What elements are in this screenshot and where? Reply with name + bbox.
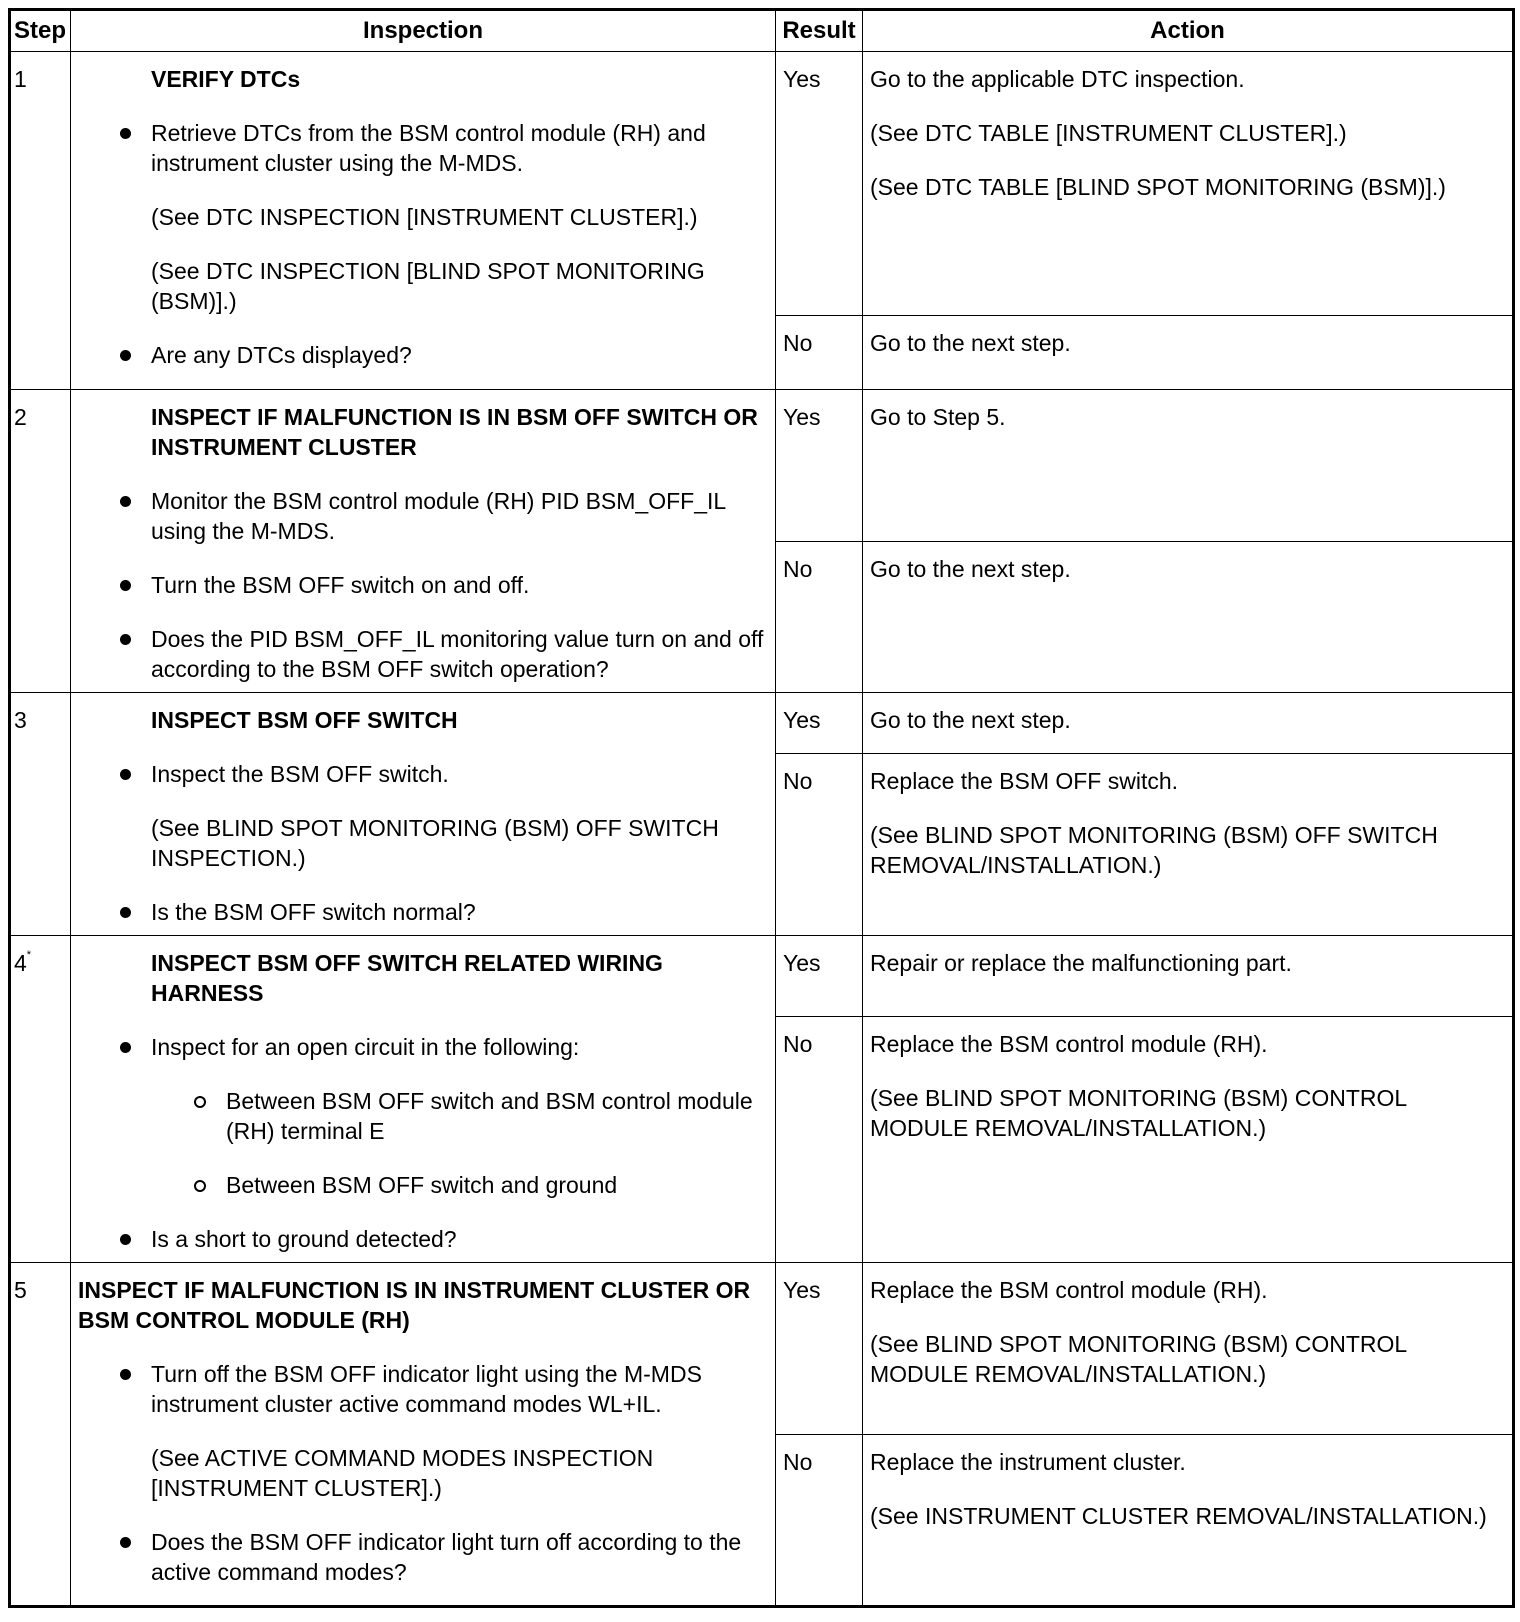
action-cell xyxy=(863,390,1514,542)
action-text: Go to the next step. xyxy=(870,555,1071,582)
step-heading: INSPECT BSM OFF SWITCH RELATED WIRING HARNESS xyxy=(151,950,663,1006)
step-number-cell xyxy=(10,390,71,693)
action-cell xyxy=(863,541,1514,693)
bullet-item: Turn the BSM OFF switch on and off. xyxy=(151,570,768,600)
bullet-item: Does the PID BSM_OFF_IL monitoring value turn on and off according to the BSM OFF switch operation? xyxy=(151,624,768,684)
table-body xyxy=(10,52,1514,1607)
step-number-cell xyxy=(10,1263,71,1607)
step-number: 3 xyxy=(14,707,27,733)
action-text: (See BLIND SPOT MONITORING (BSM) CONTROL MODULE REMOVAL/INSTALLATION.) xyxy=(870,1331,1407,1387)
step-heading: INSPECT IF MALFUNCTION IS IN INSTRUMENT CLUSTER OR BSM CONTROL MODULE (RH) xyxy=(78,1277,751,1333)
result-cell: Yes xyxy=(776,390,863,542)
inspection-cell xyxy=(71,52,776,390)
result-cell: Yes xyxy=(776,693,863,754)
reference-text: (See ACTIVE COMMAND MODES INSPECTION [INSTRUMENT CLUSTER].) xyxy=(151,1445,654,1501)
action-text: Replace the BSM control module (RH). xyxy=(870,1277,1268,1303)
inspection-column-header: Inspection xyxy=(71,10,776,52)
inspection-procedure-table xyxy=(8,8,1515,1608)
result-cell: Yes xyxy=(776,1263,863,1435)
bullet-item: Inspect for an open circuit in the following: xyxy=(151,1032,768,1062)
step-heading: VERIFY DTCs xyxy=(151,66,301,92)
action-text: (See INSTRUMENT CLUSTER REMOVAL/INSTALLATION.) xyxy=(870,1503,1487,1529)
action-cell xyxy=(863,1017,1514,1263)
action-text: (See BLIND SPOT MONITORING (BSM) CONTROL MODULE REMOVAL/INSTALLATION.) xyxy=(870,1085,1407,1142)
action-cell xyxy=(863,1435,1514,1607)
inspection-cell xyxy=(71,936,776,1263)
reference-text: (See BLIND SPOT MONITORING (BSM) OFF SWITCH INSPECTION.) xyxy=(151,815,719,871)
result-cell: Yes xyxy=(776,52,863,316)
result-cell: No xyxy=(776,1435,863,1607)
step-number-cell xyxy=(10,693,71,936)
step-heading: INSPECT IF MALFUNCTION IS IN BSM OFF SWITCH OR INSTRUMENT CLUSTER xyxy=(151,404,758,460)
bullet-item: Retrieve DTCs from the BSM control module (RH) and instrument cluster using the M-MDS. xyxy=(151,118,768,178)
action-text: Go to Step 5. xyxy=(870,404,1006,430)
table-row xyxy=(10,1263,1514,1435)
result-cell: No xyxy=(776,1017,863,1263)
action-text: Replace the BSM control module (RH). xyxy=(870,1031,1268,1058)
step-number: 5 xyxy=(14,1277,27,1303)
result-cell: Yes xyxy=(776,936,863,1017)
action-cell xyxy=(863,693,1514,754)
action-cell xyxy=(863,753,1514,935)
step-heading: INSPECT BSM OFF SWITCH xyxy=(151,707,458,733)
action-text: Go to the next step. xyxy=(870,330,1071,356)
action-text: Replace the instrument cluster. xyxy=(870,1449,1186,1475)
bullet-item: Turn off the BSM OFF indicator light using the M-MDS instrument cluster active command modes WL+IL. xyxy=(151,1359,768,1419)
bullet-item: Inspect the BSM OFF switch. xyxy=(151,759,768,789)
action-text: Go to the applicable DTC inspection. xyxy=(870,66,1245,92)
inspection-cell xyxy=(71,390,776,693)
action-column-header: Action xyxy=(863,10,1514,52)
inspection-cell xyxy=(71,1263,776,1607)
bullet-item: Monitor the BSM control module (RH) PID BSM_OFF_IL using the M-MDS. xyxy=(151,486,768,546)
action-text: (See BLIND SPOT MONITORING (BSM) OFF SWITCH REMOVAL/INSTALLATION.) xyxy=(870,821,1438,878)
bullet-item: Is a short to ground detected? xyxy=(151,1224,768,1254)
bullet-item: Is the BSM OFF switch normal? xyxy=(151,897,768,927)
table-row xyxy=(10,390,1514,542)
step-number-cell xyxy=(10,52,71,390)
table-row xyxy=(10,52,1514,316)
table-row xyxy=(10,693,1514,754)
action-text: Go to the next step. xyxy=(870,707,1071,733)
action-text: Replace the BSM OFF switch. xyxy=(870,767,1179,794)
sub-bullet-item: Between BSM OFF switch and ground xyxy=(226,1170,768,1200)
reference-text: (See DTC INSPECTION [INSTRUMENT CLUSTER].) xyxy=(151,204,698,230)
step-number: 4 xyxy=(14,950,27,976)
header-row xyxy=(10,10,1514,52)
step-column-header: Step xyxy=(10,10,71,52)
result-cell: No xyxy=(776,316,863,390)
reference-text: (See DTC INSPECTION [BLIND SPOT MONITORING (BSM)].) xyxy=(151,258,705,314)
action-text: (See DTC TABLE [INSTRUMENT CLUSTER].) xyxy=(870,120,1347,146)
result-cell: No xyxy=(776,541,863,693)
action-cell xyxy=(863,936,1514,1017)
action-cell xyxy=(863,316,1514,390)
step-number: 2 xyxy=(14,404,27,430)
action-cell xyxy=(863,1263,1514,1435)
step-number-cell xyxy=(10,936,71,1263)
inspection-cell xyxy=(71,693,776,936)
step-asterisk: * xyxy=(26,949,32,961)
bullet-item: Does the BSM OFF indicator light turn off according to the active command modes? xyxy=(151,1527,768,1587)
bullet-item: Are any DTCs displayed? xyxy=(151,340,768,370)
action-cell xyxy=(863,52,1514,316)
sub-bullet-item: Between BSM OFF switch and BSM control module (RH) terminal E xyxy=(226,1086,768,1146)
action-text: (See DTC TABLE [BLIND SPOT MONITORING (BSM)].) xyxy=(870,174,1446,200)
result-cell: No xyxy=(776,753,863,935)
result-column-header: Result xyxy=(776,10,863,52)
table-row xyxy=(10,936,1514,1017)
step-number: 1 xyxy=(14,66,27,92)
action-text: Repair or replace the malfunctioning part. xyxy=(870,950,1292,976)
